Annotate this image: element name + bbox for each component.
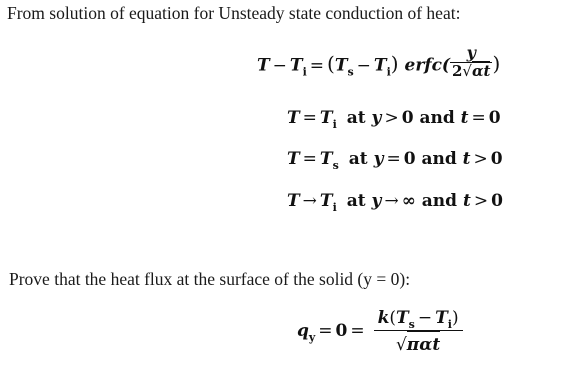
heat-flux-fraction: $\frac{k(T_s - T_i)}{\text{√παt}}$	[374, 306, 463, 357]
erfc-argument-fraction: $\frac{y}{2√\alpha t}$	[451, 43, 491, 80]
boundary-condition-2: $T = T_s$ at y = 0 and t > 0	[287, 149, 503, 172]
boundary-condition-3: $T \to T_i$ at y → ∞ and t > 0	[287, 191, 503, 214]
boundary-condition-1: $T = T_i$ at y > 0 and t = 0	[287, 108, 501, 131]
prompt-text: Prove that the heat flux at the surface of the solid (y = 0):	[9, 269, 411, 289]
intro-text: From solution of equation for Unsteady state conduction of heat:	[7, 3, 461, 23]
main-equation: $T - T_i = (T_s - T_i)$ erfc( $\frac{y}{2√\alpha t}$ )	[257, 43, 501, 80]
heat-flux-equation: $q_y = 0$ = $\frac{k(T_s - T_i)}{\text{√παt}}$	[297, 306, 463, 357]
